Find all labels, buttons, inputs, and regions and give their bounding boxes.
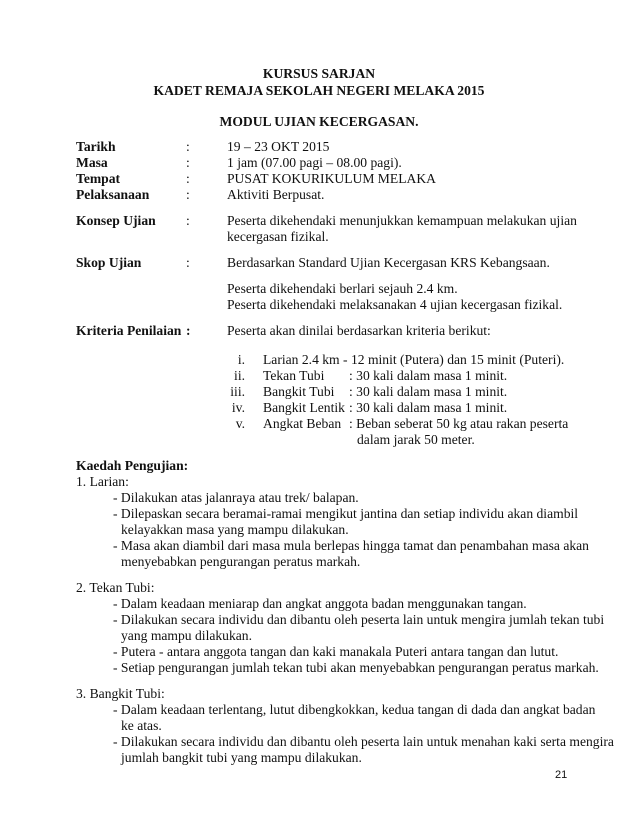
separator: : — [186, 139, 190, 154]
criteria-number: i. — [237, 352, 245, 367]
separator: : — [186, 171, 190, 186]
konsep-label: Konsep Ujian — [76, 213, 156, 228]
criteria-number: ii. — [234, 368, 245, 383]
criteria-text: Angkat Beban — [263, 416, 342, 431]
pelaksanaan-value: Aktiviti Berpusat. — [227, 187, 325, 202]
skop-label: Skop Ujian — [76, 255, 142, 270]
bullet: - Dalam keadaan terlentang, lutut dibengkokkan, kedua tangan di dada dan angkat badan — [113, 702, 596, 717]
bullet: - Dilakukan secara individu dan dibantu oleh peserta lain untuk mengira jumlah tekan tubi — [113, 612, 605, 627]
section-tekan-tubi-title: 2. Tekan Tubi: — [76, 580, 155, 595]
skop-line-2: Peserta dikehendaki berlari sejauh 2.4 km. — [227, 281, 458, 296]
bullet: - Dilakukan atas jalanraya atau trek/ balapan. — [113, 490, 359, 505]
bullet: - Dalam keadaan meniarap dan angkat anggota badan menggunakan tangan. — [113, 596, 527, 611]
bullet-cont: jumlah bangkit tubi yang mampu dilakukan. — [121, 750, 362, 765]
criteria-text: Larian 2.4 km - 12 minit (Putera) dan 15 minit (Puteri). — [263, 352, 565, 367]
criteria-text: Bangkit Tubi — [263, 384, 335, 399]
section-bangkit-tubi-title: 3. Bangkit Tubi: — [76, 686, 165, 701]
module-title: MODUL UJIAN KECERGASAN. — [219, 114, 419, 129]
page-number: 21 — [555, 769, 568, 781]
pelaksanaan-label: Pelaksanaan — [76, 187, 150, 202]
bullet-cont: menyebabkan pengurangan peratus markah. — [121, 554, 361, 569]
bullet-cont: yang mampu dilakukan. — [121, 628, 252, 643]
tempat-value: PUSAT KOKURIKULUM MELAKA — [227, 171, 436, 186]
header-title: KURSUS SARJAN — [262, 66, 376, 81]
separator: : — [186, 213, 190, 228]
criteria-detail: : 30 kali dalam masa 1 minit. — [349, 400, 508, 415]
criteria-detail: : Beban seberat 50 kg atau rakan peserta — [349, 416, 569, 431]
criteria-number: iii. — [230, 384, 245, 399]
criteria-number: v. — [235, 416, 245, 431]
criteria-text: Tekan Tubi — [263, 368, 325, 383]
criteria-detail-cont: dalam jarak 50 meter. — [357, 432, 475, 447]
masa-label: Masa — [76, 155, 108, 170]
section-larian-title: 1. Larian: — [76, 474, 129, 489]
bullet: - Masa akan diambil dari masa mula berlepas hingga tamat dan penambahan masa akan — [113, 538, 589, 553]
separator: : — [186, 155, 190, 170]
konsep-line-2: kecergasan fizikal. — [227, 229, 329, 244]
tempat-label: Tempat — [76, 171, 121, 186]
separator: : — [186, 255, 190, 270]
skop-line-3: Peserta dikehendaki melaksanakan 4 ujian kecergasan fizikal. — [227, 297, 563, 312]
criteria-text: Bangkit Lentik — [263, 400, 345, 415]
bullet: - Dilepaskan secara beramai-ramai mengikut jantina dan setiap individu akan diambil — [113, 506, 579, 521]
masa-value: 1 jam (07.00 pagi – 08.00 pagi). — [227, 155, 402, 170]
bullet-cont: kelayakkan masa yang mampu dilakukan. — [121, 522, 349, 537]
bullet: - Dilakukan secara individu dan dibantu oleh peserta lain untuk menahan kaki serta mengira — [113, 734, 614, 749]
bullet-cont: ke atas. — [121, 718, 162, 733]
separator: : — [186, 187, 190, 202]
skop-line-1: Berdasarkan Standard Ujian Kecergasan KRS Kebangsaan. — [227, 255, 550, 270]
criteria-detail: : 30 kali dalam masa 1 minit. — [349, 368, 508, 383]
separator: : — [186, 323, 191, 338]
kaedah-title: Kaedah Pengujian: — [76, 458, 189, 473]
header-subtitle: KADET REMAJA SEKOLAH NEGERI MELAKA 2015 — [153, 83, 485, 98]
konsep-line-1: Peserta dikehendaki menunjukkan kemampuan melakukan ujian — [227, 213, 577, 228]
tarikh-value: 19 – 23 OKT 2015 — [227, 139, 330, 154]
criteria-number: iv. — [231, 400, 245, 415]
criteria-detail: : 30 kali dalam masa 1 minit. — [349, 384, 508, 399]
tarikh-label: Tarikh — [76, 139, 116, 154]
kriteria-value: Peserta akan dinilai berdasarkan kriteria berikut: — [227, 323, 491, 338]
bullet: - Putera - antara anggota tangan dan kaki manakala Puteri antara tangan dan lutut. — [113, 644, 559, 659]
kriteria-label: Kriteria Penilaian — [76, 323, 182, 338]
bullet: - Setiap pengurangan jumlah tekan tubi akan menyebabkan pengurangan peratus markah. — [113, 660, 599, 675]
